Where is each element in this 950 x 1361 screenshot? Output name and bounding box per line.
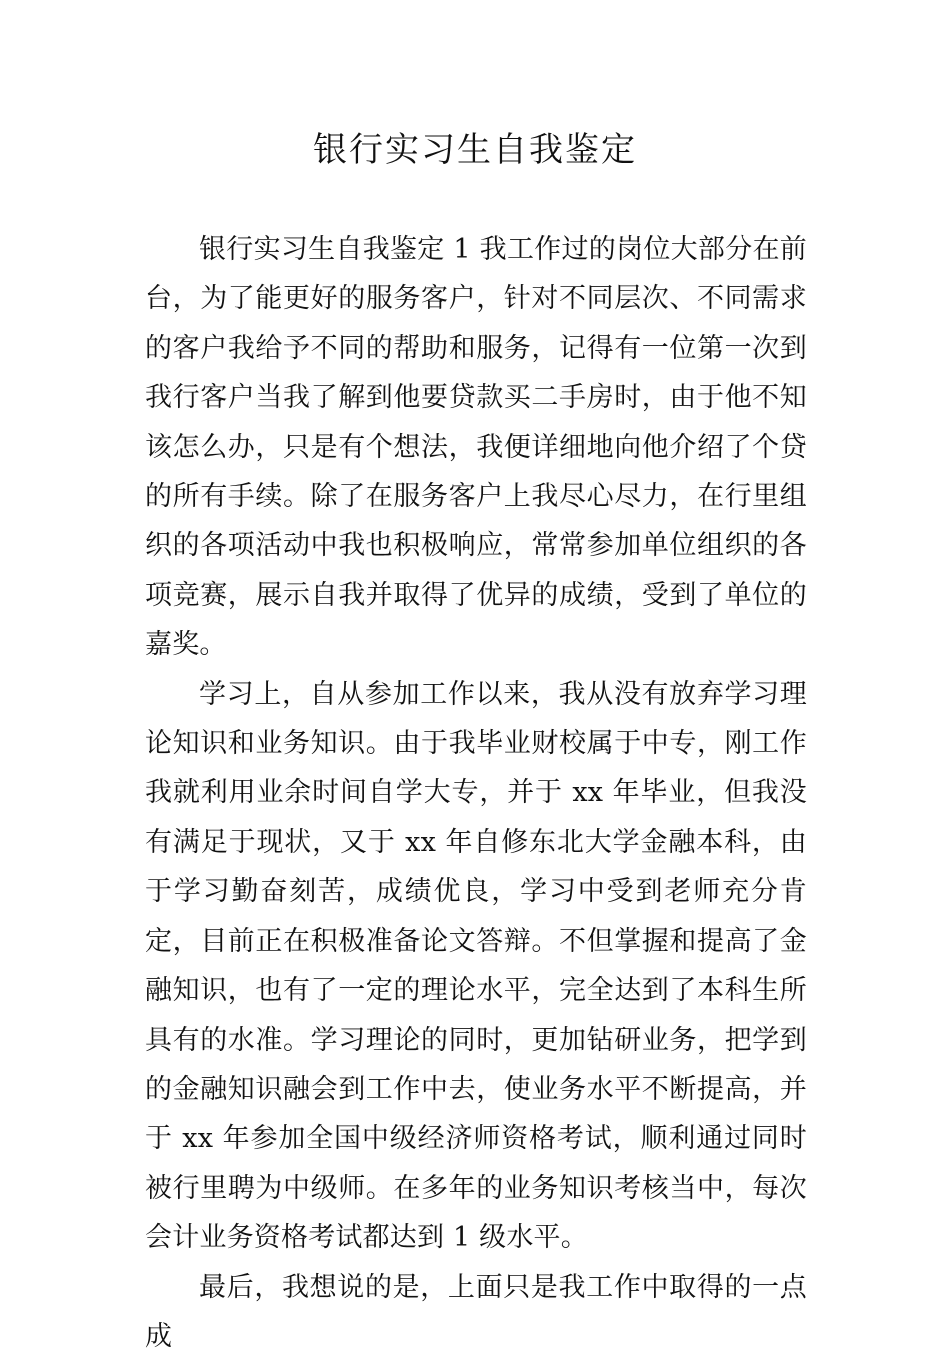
paragraph-1: 银行实习生自我鉴定 1 我工作过的岗位大部分在前台，为了能更好的服务客户，针对不同层次、不同需求的客户我给予不同的帮助和服务，记得有一位第一次到我行客户当我了解到他要贷款买二手房时，由于他不知该怎么办，只是有个想法，我便详细地向他介绍了个贷的所有手续。除了在服务客户上我尽心尽力，在行里组织的各项活动中我也积极响应，常常参加单位组织的各项竞赛，展示自我并取得了优异的成绩，受到了单位的嘉奖。 — [145, 234, 807, 661]
paragraph-3: 最后，我想说的是，上面只是我工作中取得的一点成 — [145, 1271, 807, 1352]
document-title: 银行实习生自我鉴定 — [313, 130, 637, 170]
document-body — [145, 225, 807, 1361]
paragraph-2: 学习上，自从参加工作以来，我从没有放弃学习理论知识和业务知识。由于我毕业财校属于中专，刚工作我就利用业余时间自学大专，并于 xx 年毕业，但我没有满足于现状，又于 xx 年自修东北大学金融本科，由于学习勤奋刻苦，成绩优良，学习中受到老师充分肯定，目前正在积极准备论文答辩。不但掌握和提高了金融知识，也有了一定的理论水平，完全达到了本科生所具有的水准。学习理论的同时，更加钻研业务，把学到的金融知识融会到工作中去，使业务水平不断提高，并于 xx 年参加全国中级经济师资格考试，顺利通过同时被行里聘为中级师。在多年的业务知识考核当中，每次会计业务资格考试都达到 1 级水平。 — [145, 678, 807, 1254]
